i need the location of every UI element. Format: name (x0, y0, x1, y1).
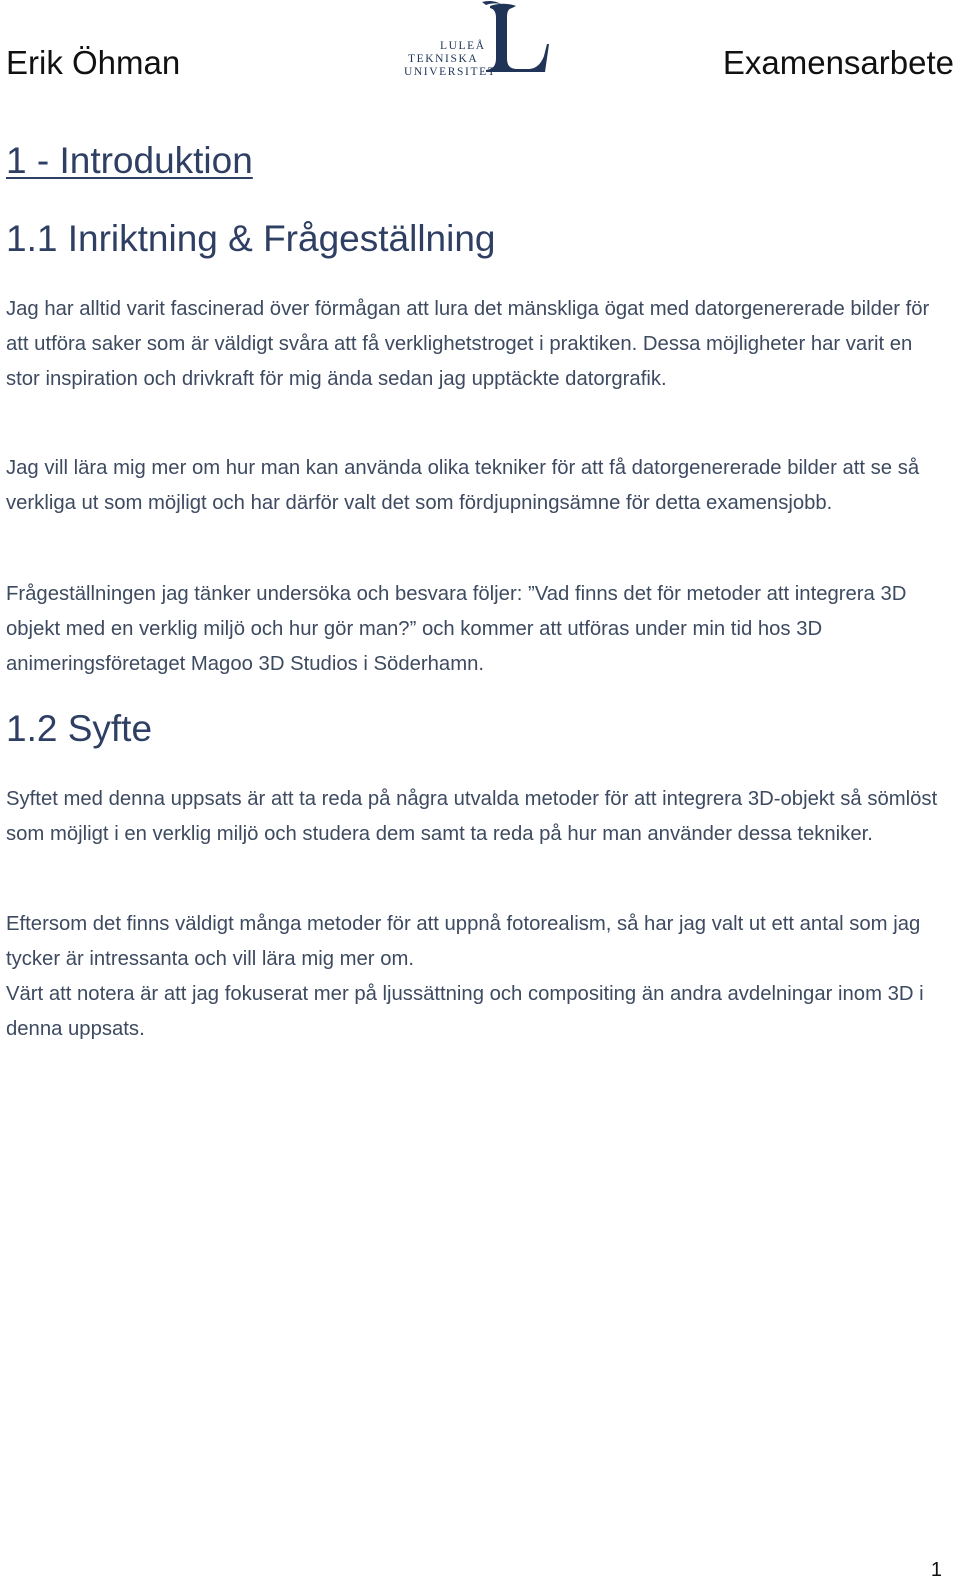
author-name: Erik Öhman (6, 44, 181, 81)
paragraph: Värt att notera är att jag fokuserat mer på ljussättning och compositing än andra avdelningar inom 3D i denna uppsats. (6, 983, 924, 1040)
page-number: 1 (930, 1559, 942, 1581)
paragraph: Eftersom det finns väldigt många metoder för att uppnå fotorealism, så har jag valt ut ett antal som jag tycker är intressanta och vill lära mig mer om. (6, 913, 921, 970)
paragraph: Jag vill lära mig mer om hur man kan använda olika tekniker för att få datorgenererade bilder att se så verkliga ut som möjligt och har därför valt det som fördjupningsämne för detta examensjobb. (6, 457, 920, 514)
university-logo (404, 0, 556, 90)
subsection-heading-1-1: 1.1 Inriktning & Frågeställning (6, 218, 496, 259)
logo-text-line2: TEKNISKA (408, 53, 479, 65)
paragraph: Jag har alltid varit fascinerad över förmågan att lura det mänskliga ögat med datorgenererade bilder för att utföra saker som är väldigt svåra att få verklighetstroget i praktiken. Dessa möjligheter har varit en stor inspiration och drivkraft för mig ända sedan jag upptäckte datorgrafik. (6, 298, 930, 390)
paragraph: Frågeställningen jag tänker undersöka och besvara följer: ”Vad finns det för metoder att integrera 3D objekt med en verklig miljö och hur gör man?” och kommer att utföras under min tid hos 3D animeringsföretaget Magoo 3D Studios i Söderhamn. (6, 583, 907, 675)
subsection-heading-1-2: 1.2 Syfte (6, 708, 153, 749)
paragraph: Syftet med denna uppsats är att ta reda på några utvalda metoder för att integrera 3D-objekt så sömlöst som möjligt i en verklig miljö och studera dem samt ta reda på hur man använder dessa tekniker. (6, 788, 938, 845)
page-header (0, 0, 960, 100)
document-type: Examensarbete (722, 44, 954, 81)
section-heading: 1 - Introduktion (6, 140, 253, 181)
logo-text-line3: UNIVERSITET (404, 66, 497, 78)
logo-text-line1: LULEÅ (440, 40, 486, 52)
